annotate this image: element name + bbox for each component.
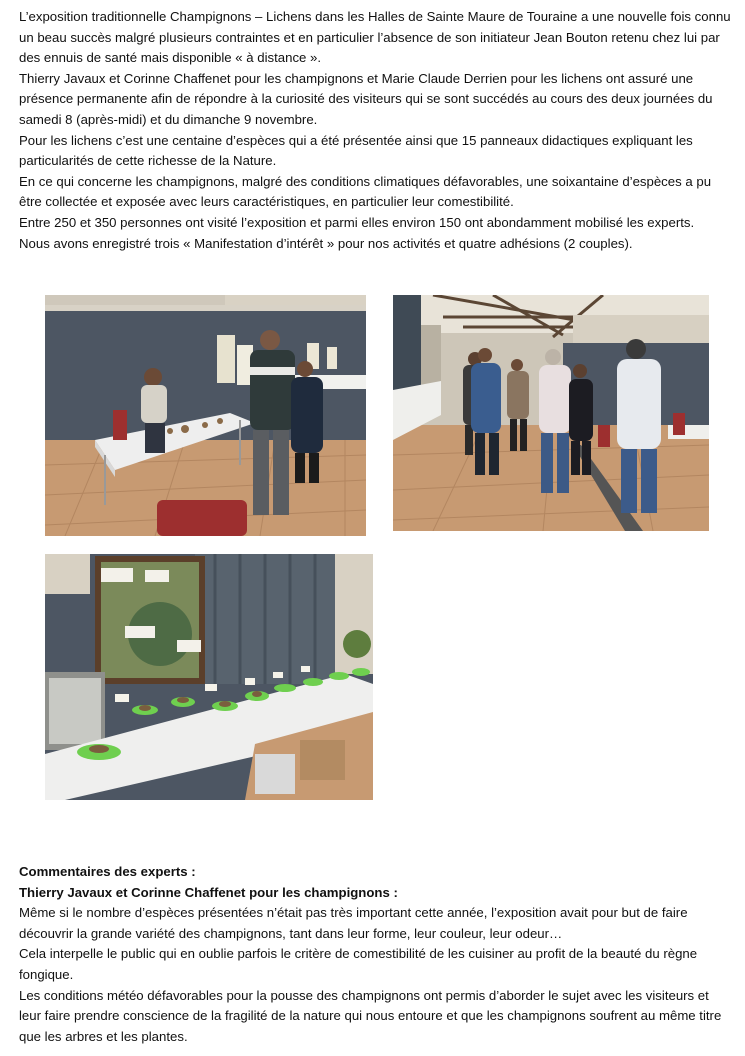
photo-lichen-display-table [45,554,373,800]
comments-heading: Commentaires des experts : [19,864,196,879]
intro-text [19,7,731,254]
comments-paragraph: Les conditions météo défavorables pour la pousse des champignons ont permis d’aborder le sujet avec les visiteurs et leur faire prendre conscience de la fragilité de la nature qui nous entoure et que les champignons soufrent au même titre que les arbres et les plantes. [19,987,722,1044]
expert-comments [19,862,731,1047]
intro-paragraph: Nous avons enregistré trois « Manifestation d’intérêt » pour nos activités et quatre adhésions (2 couples). [19,235,633,251]
comments-paragraph: Cela interpelle le public qui en oublie parfois le critère de comestibilité de les cuisiner au profit de la beauté du règne fongique. [19,946,698,982]
photo-visitors-hall [393,295,709,531]
intro-paragraph: Pour les lichens c’est une centaine d’espèces qui a été présentée ainsi que 15 panneaux didactiques expliquant les particularités de cette richesse de la Nature. [19,132,693,169]
intro-paragraph: L’exposition traditionnelle Champignons – Lichens dans les Halles de Sainte Maure de Touraine a une nouvelle fois connu un beau succès malgré plusieurs contraintes et en particulier l’absence de son initiateur Jean Bouton retenu chez lui par des ennuis de santé mais disponible « à distance ». [19,9,731,66]
intro-paragraph: En ce qui concerne les champignons, malgré des conditions climatiques défavorables, une soixantaine d’espèces a pu être collectée et exposée avec leurs caractéristiques, en particulier leur comestibilité. [19,173,712,210]
comments-paragraph: Même si le nombre d’espèces présentées n’était pas très important cette année, l’exposition avait pour but de faire découvrir la grande variété des champignons, tant dans leur forme, leur couleur, leur odeur… [19,905,688,941]
intro-paragraph: Thierry Javaux et Corinne Chaffenet pour les champignons et Marie Claude Derrien pour les lichens ont assuré une présence permanente afin de répondre à la curiosité des visiteurs qui se sont succédés au cours des deux journées du samedi 8 (après-midi) et du dimanche 9 novembre. [19,70,713,127]
comments-subheading: Thierry Javaux et Corinne Chaffenet pour les champignons : [19,884,398,900]
intro-paragraph: Entre 250 et 350 personnes ont visité l’exposition et parmi elles environ 150 ont abondamment mobilisé les experts. [19,214,695,230]
photo-exhibit-table-experts [45,295,366,536]
